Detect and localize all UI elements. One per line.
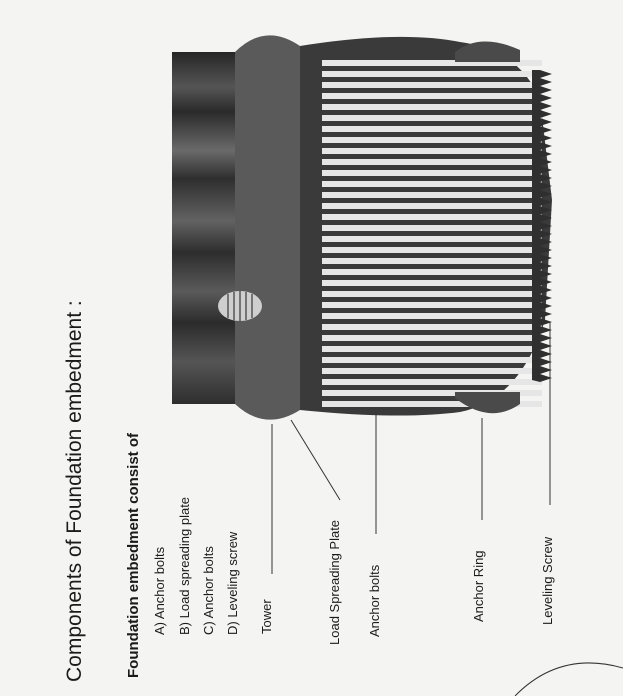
anchor-bolt (322, 192, 542, 198)
anchor-bolt (322, 115, 542, 121)
anchor-bolt (322, 126, 542, 132)
anchor-bolt (322, 313, 542, 319)
anchor-bolt (322, 291, 542, 297)
anchor-bolt (322, 324, 542, 330)
anchor-bolt (322, 236, 542, 242)
anchor-bolt (322, 225, 542, 231)
anchor-bolt (322, 93, 542, 99)
section-subtitle: Foundation embedment consist of (125, 432, 142, 678)
anchor-bolt (322, 346, 542, 352)
anchor-bolt (322, 269, 542, 275)
anchor-bolt (322, 181, 542, 187)
anchor-bolt (322, 104, 542, 110)
leveling-screw-edge (532, 70, 552, 382)
anchor-bolt (322, 170, 542, 176)
anchor-bolt (322, 368, 542, 374)
label-anchor-ring: Anchor Ring (471, 550, 486, 622)
anchor-bolt (322, 82, 542, 88)
anchor-bolt (322, 71, 542, 77)
label-anchor-bolts: Anchor bolts (367, 564, 382, 637)
corner-arc (515, 663, 623, 696)
list-item: C) Anchor bolts (201, 546, 216, 635)
anchor-bolt (322, 357, 542, 363)
list-item: B) Load spreading plate (177, 496, 192, 635)
anchor-bolt (322, 137, 542, 143)
leader-load-plate (291, 420, 340, 500)
anchor-bolt (322, 258, 542, 264)
label-load-spreading-plate: Load Spreading Plate (327, 519, 342, 645)
anchor-bolt (322, 247, 542, 253)
anchor-bolt (322, 214, 542, 220)
anchor-bolt (322, 302, 542, 308)
list-item: A) Anchor bolts (152, 546, 167, 635)
load-spreading-plate (235, 35, 300, 419)
label-tower: Tower (259, 599, 274, 634)
anchor-bolt (322, 148, 542, 154)
anchor-bolt (322, 203, 542, 209)
list-item: D) Leveling screw (225, 531, 240, 635)
page-title: Components of Foundation embedment : (63, 300, 86, 682)
anchor-bolt (322, 280, 542, 286)
label-leveling-screw: Leveling Screw (540, 536, 555, 625)
anchor-bolt (322, 335, 542, 341)
anchor-bolt (322, 159, 542, 165)
anchor-bolt (322, 379, 542, 385)
